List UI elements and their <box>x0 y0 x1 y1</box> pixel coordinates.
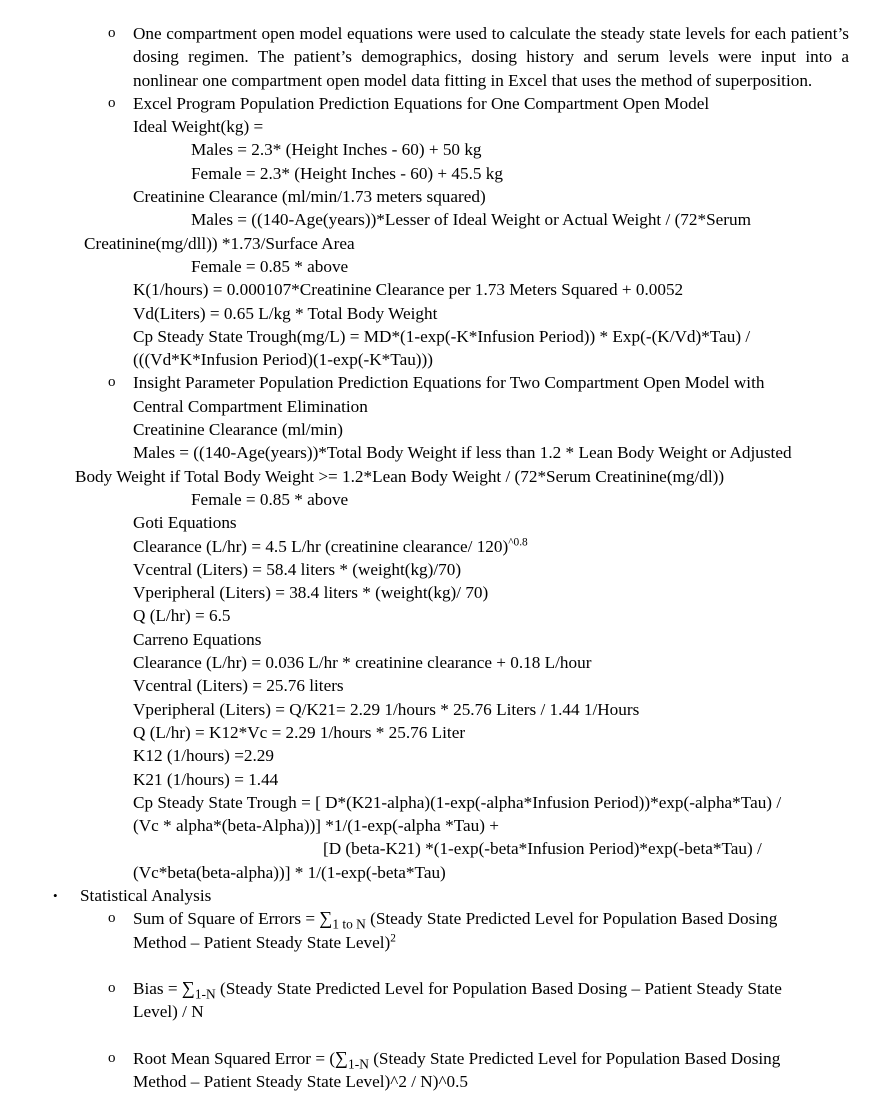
sse-line1-text: (Steady State Predicted Level for Population Based Dosing <box>365 909 778 929</box>
equation-line: Creatinine Clearance (ml/min/1.73 meters squared) <box>133 187 486 207</box>
equation-line: Q (L/hr) = 6.5 <box>133 606 231 626</box>
sse-label: Sum of Square of Errors = <box>133 909 320 929</box>
list-item <box>24 1047 851 1094</box>
equation-line: Creatinine(mg/dll)) *1.73/Surface Area <box>84 233 355 253</box>
equation-line: K12 (1/hours) =2.29 <box>133 746 274 766</box>
bullet-hollow-icon: o <box>108 25 116 41</box>
sigma-icon: ∑ <box>181 978 195 999</box>
insight-equation-block <box>75 418 851 884</box>
equation-line: (Vc * alpha*(beta-Alpha))] *1/(1-exp(-alpha *Tau) + <box>133 816 499 836</box>
equation-line: Vperipheral (Liters) = Q/K21= 2.29 1/hours * 25.76 Liters / 1.44 1/Hours <box>133 699 640 719</box>
equation-line: Body Weight if Total Body Weight >= 1.2*Lean Body Weight / (72*Serum Creatinine(mg/dl)) <box>75 466 725 486</box>
bullet-hollow-icon: o <box>108 1050 116 1067</box>
bias-line1-text: (Steady State Predicted Level for Population Based Dosing – Patient Steady State <box>215 979 782 999</box>
sigma-icon: ∑ <box>335 1048 349 1069</box>
list-item <box>24 371 851 418</box>
bullet-hollow-icon: o <box>108 94 116 111</box>
heading-line-1: Insight Parameter Population Prediction Equations for Two Compartment Open Model with <box>133 373 765 393</box>
heading-line-2: Central Compartment Elimination <box>133 396 368 416</box>
list-item <box>24 22 851 92</box>
equation-line: Males = ((140-Age(years))*Lesser of Ideal Weight or Actual Weight / (72*Serum <box>191 210 751 230</box>
sigma-icon: ∑ <box>319 908 333 929</box>
equation-line-goti-clearance <box>133 535 851 558</box>
equation-line: Female = 0.85 * above <box>191 256 349 276</box>
sse-line2-text: Method – Patient Steady State Level) <box>133 932 391 952</box>
paragraph-one-compartment: One compartment open model equations were used to calculate the steady state levels for each patient’s dosing regimen. The patient’s demographics, dosing history and serum levels were input into a nonlinear one compartment open model data fitting in Excel that uses the method of superposition. <box>133 24 849 90</box>
formula-line-2 <box>133 931 851 954</box>
spacer <box>24 954 851 977</box>
heading-insight-parameter <box>133 371 851 418</box>
formula-line-1 <box>133 977 851 1000</box>
equation-line: Female = 2.3* (Height Inches - 60) + 45.5 kg <box>191 163 503 183</box>
equation-line: Vd(Liters) = 0.65 L/kg * Total Body Weight <box>133 303 438 323</box>
equation-line: Males = ((140-Age(years))*Total Body Weight if less than 1.2 * Lean Body Weight or Adjusted <box>133 443 792 463</box>
list-item <box>24 907 851 954</box>
bullet-filled-icon: • <box>53 887 58 903</box>
formula-line-1 <box>133 1047 851 1070</box>
list-item <box>24 92 851 115</box>
formula-line-2: Level) / N <box>133 1002 204 1022</box>
bias-sigma-subscript: 1-N <box>194 986 216 1002</box>
heading-carreno-equations: Carreno Equations <box>133 629 262 649</box>
bullet-hollow-icon: o <box>108 374 116 391</box>
equation-line: Creatinine Clearance (ml/min) <box>133 420 343 440</box>
bullet-hollow-icon: o <box>108 910 116 927</box>
equation-line: Clearance (L/hr) = 0.036 L/hr * creatinine clearance + 0.18 L/hour <box>133 653 592 673</box>
formula-sum-of-square-errors <box>133 907 851 954</box>
spacer <box>24 1024 851 1047</box>
equation-line: Goti Equations <box>133 513 237 533</box>
formula-bias <box>133 977 851 1024</box>
sse-exponent: 2 <box>390 931 396 944</box>
equation-line: K(1/hours) = 0.000107*Creatinine Clearance per 1.73 Meters Squared + 0.0052 <box>133 280 684 300</box>
bullet-hollow-icon: o <box>108 980 116 997</box>
equation-line: Cp Steady State Trough(mg/L) = MD*(1-exp(-K*Infusion Period)) * Exp(-(K/Vd)*Tau) / <box>133 326 751 346</box>
heading-statistical-analysis: Statistical Analysis <box>80 885 212 905</box>
formula-line-1 <box>133 907 851 930</box>
equation-line: [D (beta-K21) *(1-exp(-beta*Infusion Period)*exp(-beta*Tau) / <box>323 839 762 859</box>
equation-line: Ideal Weight(kg) = <box>133 117 264 137</box>
bias-label: Bias = <box>133 979 182 999</box>
rmse-sigma-subscript: 1-N <box>348 1056 369 1072</box>
formula-root-mean-squared-error <box>133 1047 851 1094</box>
rmse-label: Root Mean Squared Error = ( <box>133 1049 336 1069</box>
equation-line: (((Vd*K*Infusion Period)(1-exp(-K*Tau))) <box>133 350 433 370</box>
list-item <box>24 977 851 1024</box>
equation-line: Female = 0.85 * above <box>191 489 349 509</box>
equation-line: Vcentral (Liters) = 25.76 liters <box>133 676 344 696</box>
equation-line: Vperipheral (Liters) = 38.4 liters * (weight(kg)/ 70) <box>133 583 489 603</box>
sse-sigma-subscript: 1 to N <box>332 916 366 932</box>
equation-line: Q (L/hr) = K12*Vc = 2.29 1/hours * 25.76 Liter <box>133 722 466 742</box>
formula-line-2: Method – Patient Steady State Level)^2 / N)^0.5 <box>133 1072 468 1092</box>
heading-excel-program: Excel Program Population Prediction Equations for One Compartment Open Model <box>133 93 710 113</box>
rmse-line1-text: (Steady State Predicted Level for Population Based Dosing <box>368 1049 781 1069</box>
goti-clearance-text: Clearance (L/hr) = 4.5 L/hr (creatinine clearance/ 120) <box>133 536 509 556</box>
equation-line: Males = 2.3* (Height Inches - 60) + 50 kg <box>191 140 482 160</box>
goti-clearance-exponent: ^0.8 <box>508 535 528 548</box>
excel-equation-block <box>84 115 851 371</box>
equation-line: (Vc*beta(beta-alpha))] * 1/(1-exp(-beta*Tau) <box>133 862 446 882</box>
equation-line: Cp Steady State Trough = [ D*(K21-alpha)(1-exp(-alpha*Infusion Period))*exp(-alpha*Tau) / <box>133 792 782 812</box>
list-item <box>24 884 851 907</box>
equation-line: Vcentral (Liters) = 58.4 liters * (weight(kg)/70) <box>133 559 462 579</box>
equation-line: K21 (1/hours) = 1.44 <box>133 769 279 789</box>
